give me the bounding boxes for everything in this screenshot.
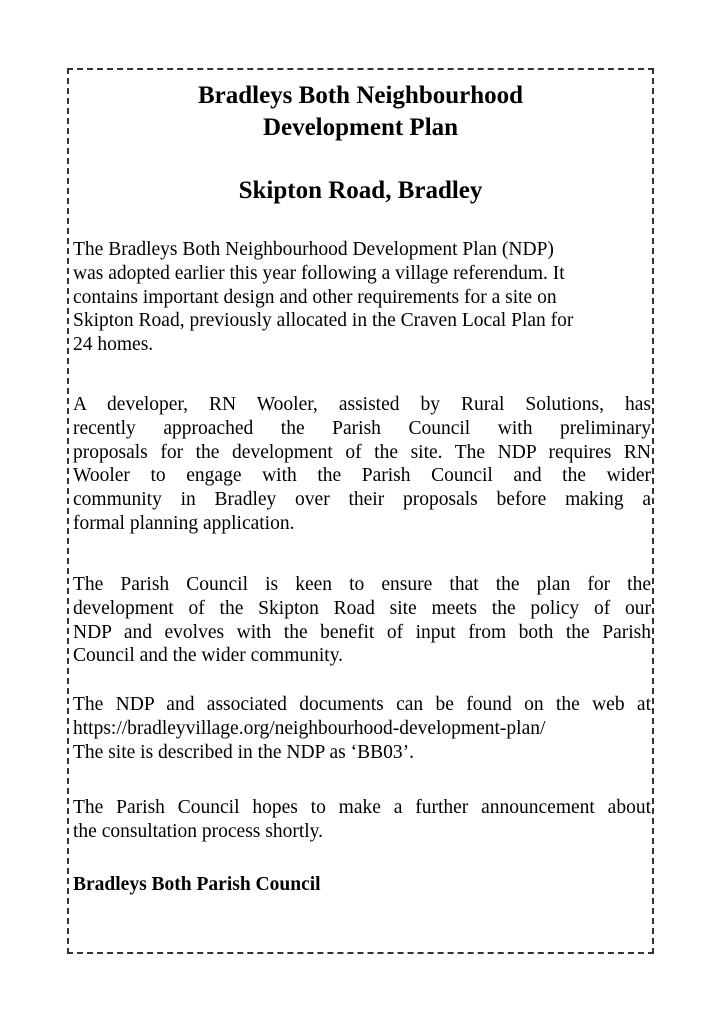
ndp-url[interactable]: https://bradleyvillage.org/neighbourhood-development-plan/ [73, 717, 546, 739]
paragraph-developer [73, 393, 651, 536]
text-line: Wooler to engage with the Parish Council and the wider [73, 465, 651, 487]
text-line: the consultation process shortly. [73, 820, 324, 842]
text-line: The Parish Council hopes to make a further announcement about [73, 797, 651, 818]
text-line: The Bradleys Both Neighbourhood Development Plan (NDP) [73, 239, 554, 260]
text-line: formal planning application. [73, 512, 295, 534]
text-line: Council and the wider community. [73, 645, 344, 667]
text-line: was adopted earlier this year following a village referendum. It [73, 262, 565, 284]
notice-border [67, 68, 654, 954]
text-line: The Parish Council is keen to ensure that the plan for the [73, 574, 651, 595]
signature: Bradleys Both Parish Council [73, 874, 321, 895]
text-line: development of the Skipton Road site meets the policy of our [73, 597, 651, 619]
paragraph-web-link [73, 693, 651, 764]
document-title [69, 80, 652, 144]
paragraph-parish-council [73, 573, 651, 668]
text-line: NDP and evolves with the benefit of input from both the Parish [73, 621, 651, 643]
text-line: Skipton Road, previously allocated in the Craven Local Plan for [73, 310, 574, 332]
title-line: Development Plan [262, 114, 459, 141]
paragraph-announcement [73, 796, 651, 844]
text-line: A developer, RN Wooler, assisted by Rural Solutions, has [73, 394, 651, 415]
paragraph-adoption [73, 238, 651, 357]
text-line: 24 homes. [73, 334, 154, 356]
text-line: community in Bradley over their proposals before making a [73, 489, 651, 511]
text-line: The site is described in the NDP as ‘BB03’. [73, 741, 415, 763]
title-line: Bradleys Both Neighbourhood [197, 82, 524, 109]
text-line: proposals for the development of the site. The NDP requires RN [73, 441, 651, 463]
text-line: contains important design and other requirements for a site on [73, 286, 557, 308]
document-subtitle: Skipton Road, Bradley [238, 177, 483, 204]
text-line: recently approached the Parish Council with preliminary [73, 417, 651, 439]
text-line: The NDP and associated documents can be found on the web at [73, 694, 651, 715]
